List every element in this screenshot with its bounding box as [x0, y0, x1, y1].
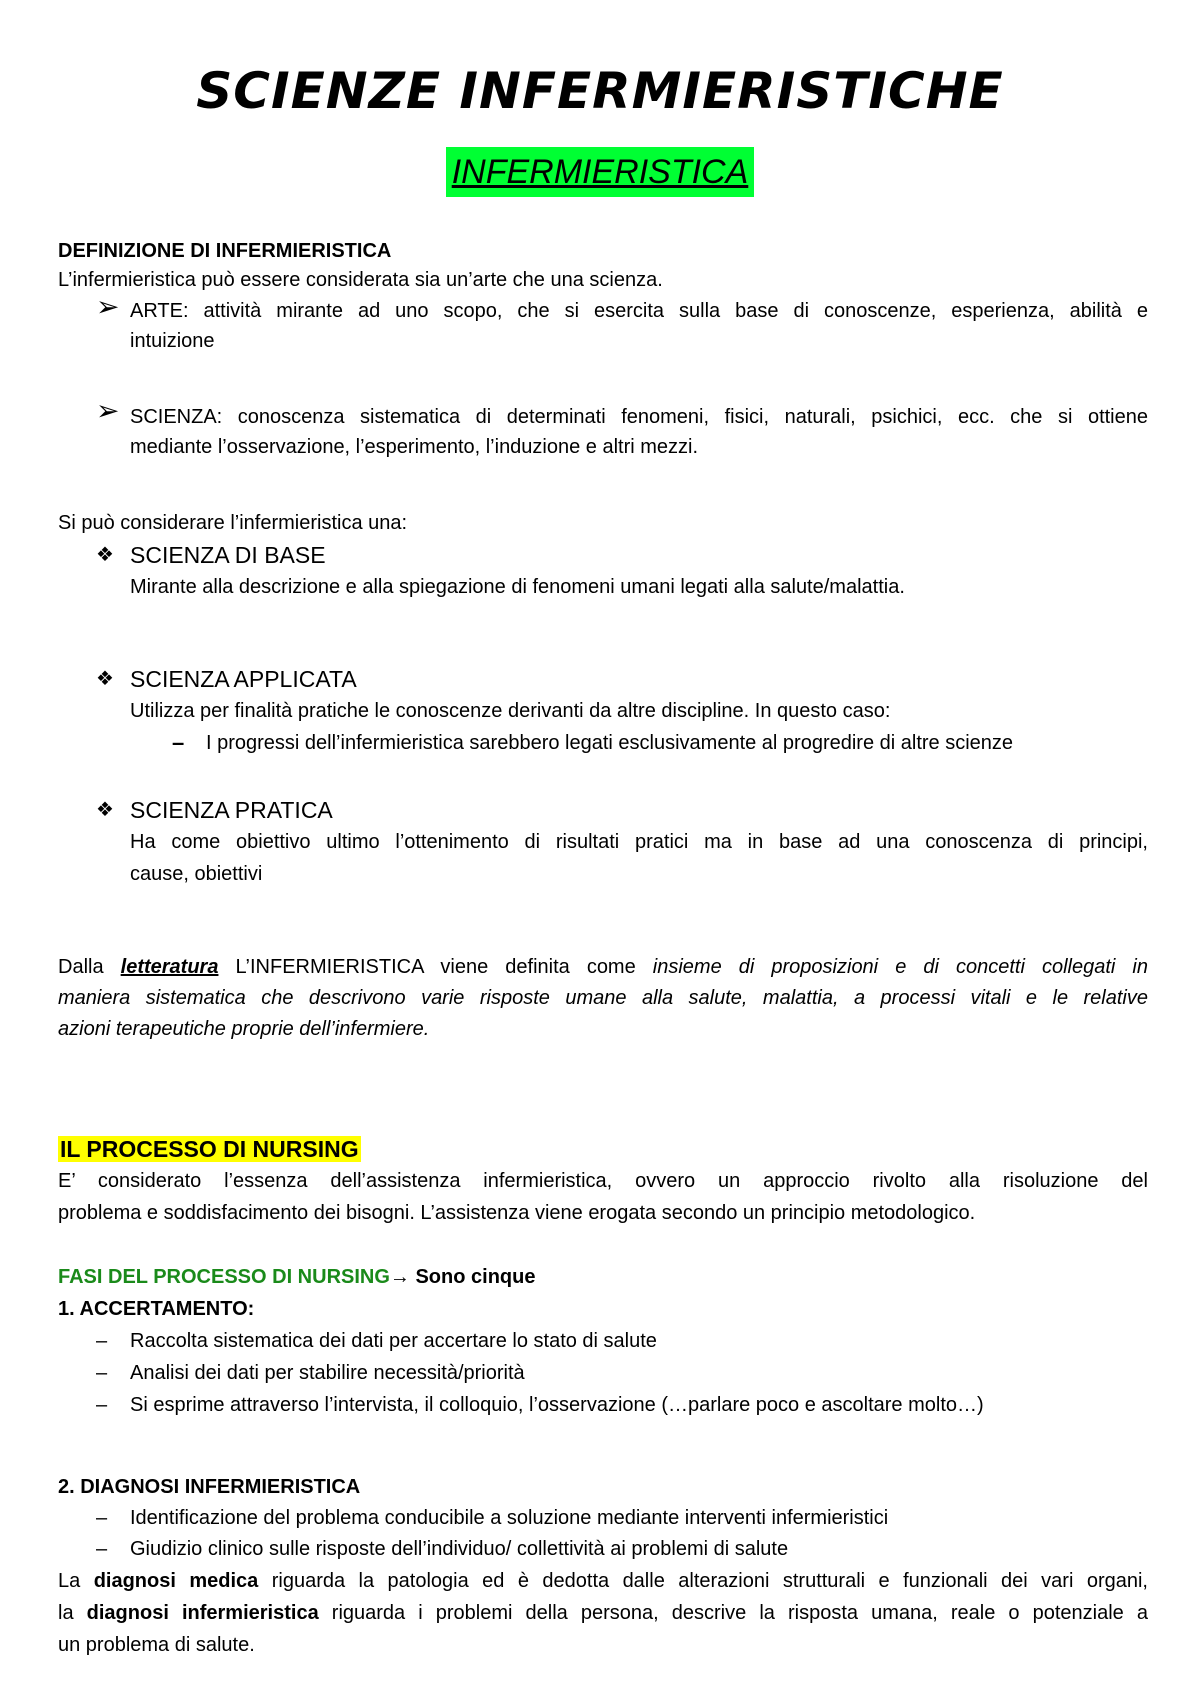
diamond-bullet-icon: ❖	[96, 799, 114, 821]
dash-bullet-icon: –	[96, 1394, 108, 1416]
diagnosis-line-1	[58, 1568, 1148, 1594]
phase-1-item: Raccolta sistematica dei dati per accertare lo stato di salute	[130, 1330, 657, 1352]
scienza-text-line-2: mediante l’osservazione, l’esperimento, l’induzione e altri mezzi.	[130, 436, 699, 458]
diagnosis-line-3: un problema di salute.	[58, 1634, 255, 1656]
scienza-base-desc: Mirante alla descrizione e alla spiegazione di fenomeni umani legati alla salute/malattia.	[130, 576, 905, 598]
dx-2-pre: la	[58, 1602, 74, 1624]
scienza-applicata-title: SCIENZA APPLICATA	[130, 666, 357, 692]
dash-bullet-icon: –	[96, 1362, 108, 1384]
nursing-desc-2: problema e soddisfacimento dei bisogni. L’assistenza viene erogata secondo un principio metodologico.	[58, 1202, 976, 1224]
dx-2-bold: diagnosi infermieristica	[86, 1602, 319, 1624]
arte-text-line-2: intuizione	[130, 330, 215, 352]
dash-bullet-icon: –	[96, 1507, 108, 1529]
scienza-pratica-desc-2: cause, obiettivi	[130, 863, 263, 885]
literature-line-1	[58, 954, 1148, 980]
literature-pre: Dalla	[58, 956, 104, 978]
subtitle-wrapper	[0, 147, 1200, 197]
dash-bullet-icon: –	[172, 730, 185, 755]
scienza-applicata-desc: Utilizza per finalità pratiche le conoscenze derivanti da altre discipline. In questo caso:	[130, 700, 891, 722]
dash-bullet-icon: –	[96, 1330, 108, 1352]
definition-intro: L’infermieristica può essere considerata sia un’arte che una scienza.	[58, 269, 663, 291]
page-title: SCIENZE INFERMIERISTICHE	[196, 62, 1004, 120]
dx-1-bold: diagnosi medica	[93, 1570, 259, 1592]
scienza-pratica-title: SCIENZA PRATICA	[130, 797, 333, 823]
dx-2-post: riguarda i problemi della persona, descrive la risposta umana, reale o potenziale a	[331, 1602, 1148, 1624]
nursing-desc-1: E’ considerato l’essenza dell’assistenza infermieristica, ovvero un approccio rivolto alla risoluzione del	[58, 1170, 1148, 1192]
nursing-heading-wrap	[58, 1136, 361, 1164]
arrow-bullet-icon: ➢	[96, 395, 120, 426]
dx-1-pre: La	[58, 1570, 81, 1592]
section-subtitle: INFERMIERISTICA	[446, 147, 755, 197]
scienza-text-line-1: SCIENZA: conoscenza sistematica di determinati fenomeni, fisici, naturali, psichici, ecc. che si ottiene	[130, 406, 1148, 428]
scienza-base-title: SCIENZA DI BASE	[130, 542, 326, 568]
right-arrow-icon: →	[389, 1266, 410, 1288]
diamond-bullet-icon: ❖	[96, 544, 114, 566]
literature-mid: L’INFERMIERISTICA viene definita come	[235, 956, 636, 978]
scienza-pratica-desc-1: Ha come obiettivo ultimo l’ottenimento di risultati pratici ma in base ad una conoscenza di principi,	[130, 831, 1148, 853]
nursing-heading: IL PROCESSO DI NURSING	[60, 1136, 359, 1162]
types-intro: Si può considerare l’infermieristica una:	[58, 512, 408, 534]
arte-text-line-1: ARTE: attività mirante ad uno scopo, che si esercita sulla base di conoscenze, esperienza, abilità e	[130, 300, 1148, 322]
phase-1-title: 1. ACCERTAMENTO:	[58, 1298, 255, 1320]
phase-2-item: Identificazione del problema conducibile a soluzione mediante interventi infermieristici	[130, 1507, 889, 1529]
definition-heading: DEFINIZIONE DI INFERMIERISTICA	[58, 240, 392, 262]
scienza-applicata-sub: I progressi dell’infermieristica sarebbero legati esclusivamente al progredire di altre scienze	[206, 732, 1014, 754]
phases-count: Sono cinque	[415, 1266, 536, 1288]
literature-line-2: maniera sistematica che descrivono varie risposte umane alla salute, malattia, a processi vitali e le relative	[58, 987, 1148, 1009]
phases-label: FASI DEL PROCESSO DI NURSING	[58, 1266, 390, 1288]
phase-1-item: Si esprime attraverso l’intervista, il colloquio, l’osservazione (…parlare poco e ascoltare molto…)	[130, 1394, 984, 1416]
literature-keyword: letteratura	[120, 956, 219, 978]
literature-line-3: azioni terapeutiche proprie dell’infermiere.	[58, 1018, 430, 1040]
phase-1-item: Analisi dei dati per stabilire necessità/priorità	[130, 1362, 525, 1384]
diamond-bullet-icon: ❖	[96, 668, 114, 690]
literature-italic-1: insieme di proposizioni e di concetti collegati in	[652, 956, 1148, 978]
arrow-bullet-icon: ➢	[96, 291, 120, 322]
dx-1-post: riguarda la patologia ed è dedotta dalle alterazioni strutturali e funzionali dei vari organi,	[271, 1570, 1148, 1592]
phase-2-item: Giudizio clinico sulle risposte dell’individuo/ collettività ai problemi di salute	[130, 1538, 789, 1560]
phase-2-title: 2. DIAGNOSI INFERMIERISTICA	[58, 1476, 361, 1498]
diagnosis-line-2	[58, 1600, 1148, 1626]
phases-heading	[58, 1264, 535, 1290]
dash-bullet-icon: –	[96, 1538, 108, 1560]
